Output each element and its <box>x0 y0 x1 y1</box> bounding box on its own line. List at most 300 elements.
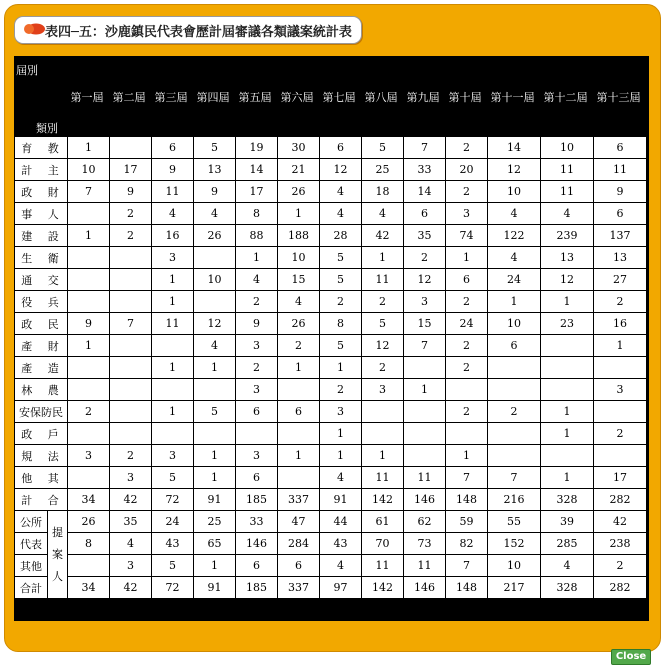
table-cell: 12 <box>320 159 362 181</box>
table-cell: 21 <box>278 159 320 181</box>
row-label: 生 衛 <box>15 247 68 269</box>
table-cell: 24 <box>488 269 541 291</box>
table-cell: 72 <box>152 489 194 511</box>
table-cell: 216 <box>488 489 541 511</box>
table-cell: 217 <box>488 577 541 599</box>
table-cell: 10 <box>68 159 110 181</box>
table-cell: 3 <box>68 445 110 467</box>
table-cell: 146 <box>236 533 278 555</box>
table-cell: 7 <box>404 137 446 159</box>
table-cell: 4 <box>488 203 541 225</box>
table-cell: 6 <box>278 555 320 577</box>
table-cell: 65 <box>194 533 236 555</box>
table-cell: 33 <box>404 159 446 181</box>
table-cell <box>446 423 488 445</box>
table-cell: 27 <box>594 269 647 291</box>
table-cell: 91 <box>194 577 236 599</box>
header-column: 第十一屆 <box>490 91 535 104</box>
table-cell: 88 <box>236 225 278 247</box>
table-cell: 62 <box>404 511 446 533</box>
table-cell: 185 <box>236 489 278 511</box>
table-cell: 11 <box>541 181 594 203</box>
close-button[interactable]: Close <box>611 649 651 665</box>
table-cell: 2 <box>110 225 152 247</box>
table-cell: 2 <box>320 291 362 313</box>
table-cell: 26 <box>278 313 320 335</box>
table-cell: 6 <box>488 335 541 357</box>
table-cell <box>278 379 320 401</box>
table-cell: 1 <box>541 423 594 445</box>
table-cell: 4 <box>320 203 362 225</box>
table-cell: 7 <box>68 181 110 203</box>
table-cell: 34 <box>68 577 110 599</box>
proposal-group-char: 提 <box>52 525 63 539</box>
header-column: 第七屆 <box>322 91 356 104</box>
table-row <box>15 401 647 423</box>
table-cell: 2 <box>362 291 404 313</box>
table-cell <box>404 357 446 379</box>
table-cell: 42 <box>110 577 152 599</box>
table-cell: 5 <box>152 555 194 577</box>
table-cell: 35 <box>110 511 152 533</box>
table-cell: 152 <box>488 533 541 555</box>
table-row <box>15 335 647 357</box>
table-cell: 2 <box>488 401 541 423</box>
row-label: 計 合 <box>15 489 68 511</box>
table-cell <box>68 247 110 269</box>
row-label: 事 人 <box>15 203 68 225</box>
table-cell: 1 <box>194 357 236 379</box>
table-cell <box>541 379 594 401</box>
table-cell: 73 <box>404 533 446 555</box>
table-cell: 6 <box>236 401 278 423</box>
table-cell: 11 <box>541 159 594 181</box>
table-row <box>15 225 647 247</box>
row-label: 合計 <box>15 577 48 599</box>
data-grid <box>14 136 647 599</box>
row-label: 政 戶 <box>15 423 68 445</box>
table-cell: 42 <box>594 511 647 533</box>
table-cell: 4 <box>320 467 362 489</box>
table-cell: 1 <box>446 445 488 467</box>
table-cell: 72 <box>152 577 194 599</box>
table-cell: 185 <box>236 577 278 599</box>
table-cell: 11 <box>404 467 446 489</box>
table-cell: 3 <box>404 291 446 313</box>
table-cell: 47 <box>278 511 320 533</box>
table-cell <box>68 269 110 291</box>
table-cell <box>110 247 152 269</box>
table-cell: 9 <box>236 313 278 335</box>
table-cell: 16 <box>152 225 194 247</box>
table-cell: 34 <box>68 489 110 511</box>
row-label: 林 農 <box>15 379 68 401</box>
table-cell: 122 <box>488 225 541 247</box>
header-column: 第三屆 <box>154 91 188 104</box>
table-row <box>15 291 647 313</box>
table-title: 表四─五：沙鹿鎮民代表會歷計屆審議各類議案統計表 <box>45 25 352 40</box>
title-bullet-icon <box>23 23 45 35</box>
table-cell: 2 <box>362 357 404 379</box>
table-cell: 239 <box>541 225 594 247</box>
table-cell <box>594 401 647 423</box>
table-cell: 1 <box>278 357 320 379</box>
table-cell: 1 <box>278 445 320 467</box>
table-cell: 6 <box>236 555 278 577</box>
table-cell <box>594 445 647 467</box>
table-cell: 10 <box>488 555 541 577</box>
table-cell: 337 <box>278 577 320 599</box>
table-cell: 43 <box>152 533 194 555</box>
table-cell: 1 <box>68 137 110 159</box>
row-label: 產 造 <box>15 357 68 379</box>
table-cell: 10 <box>541 137 594 159</box>
row-label: 代表 <box>15 533 48 555</box>
table-cell: 2 <box>446 181 488 203</box>
row-label: 產 財 <box>15 335 68 357</box>
table-cell: 3 <box>362 379 404 401</box>
table-cell: 4 <box>194 335 236 357</box>
table-cell <box>594 357 647 379</box>
table-cell <box>194 247 236 269</box>
table-cell <box>68 291 110 313</box>
table-cell: 1 <box>194 467 236 489</box>
table-cell: 4 <box>488 247 541 269</box>
header-column: 第四屆 <box>196 91 230 104</box>
table-row <box>15 313 647 335</box>
table-cell: 2 <box>446 357 488 379</box>
table-cell: 30 <box>278 137 320 159</box>
title-bar <box>14 16 362 44</box>
table-cell: 12 <box>404 269 446 291</box>
table-cell <box>194 423 236 445</box>
header-column: 第十屆 <box>448 91 482 104</box>
header-column: 第十三屆 <box>596 91 641 104</box>
table-cell: 17 <box>110 159 152 181</box>
table-cell <box>278 423 320 445</box>
table-cell: 1 <box>488 291 541 313</box>
table-cell <box>541 357 594 379</box>
table-cell: 1 <box>152 291 194 313</box>
table-cell: 24 <box>446 313 488 335</box>
table-cell <box>152 423 194 445</box>
table-cell <box>541 335 594 357</box>
table-row <box>15 489 647 511</box>
table-cell: 16 <box>594 313 647 335</box>
table-cell: 285 <box>541 533 594 555</box>
table-cell: 6 <box>236 467 278 489</box>
table-cell: 12 <box>362 335 404 357</box>
table-cell: 8 <box>68 533 110 555</box>
table-cell <box>110 291 152 313</box>
table-cell <box>110 335 152 357</box>
header-term-label: 屆別 <box>16 64 38 77</box>
table-cell: 2 <box>110 445 152 467</box>
table-cell: 42 <box>362 225 404 247</box>
table-cell <box>68 203 110 225</box>
table-cell: 9 <box>594 181 647 203</box>
table-cell <box>541 445 594 467</box>
table-cell <box>404 401 446 423</box>
table-cell: 10 <box>278 247 320 269</box>
table-cell <box>362 423 404 445</box>
table-cell: 74 <box>446 225 488 247</box>
table-cell: 39 <box>541 511 594 533</box>
table-cell: 6 <box>278 401 320 423</box>
table-cell <box>152 335 194 357</box>
table-cell: 328 <box>541 577 594 599</box>
table-row <box>15 511 647 533</box>
table-cell: 1 <box>278 203 320 225</box>
table-cell <box>68 357 110 379</box>
table-cell: 4 <box>541 203 594 225</box>
table-cell: 282 <box>594 577 647 599</box>
table-cell: 1 <box>320 423 362 445</box>
table-cell: 1 <box>68 335 110 357</box>
table-cell: 43 <box>320 533 362 555</box>
table-cell: 146 <box>404 577 446 599</box>
table-cell: 7 <box>110 313 152 335</box>
table-cell <box>488 423 541 445</box>
table-cell: 13 <box>594 247 647 269</box>
table-cell: 12 <box>541 269 594 291</box>
row-label: 育 教 <box>15 137 68 159</box>
table-cell <box>362 401 404 423</box>
table-cell: 11 <box>362 269 404 291</box>
row-label: 通 交 <box>15 269 68 291</box>
table-header <box>14 56 649 136</box>
table-cell: 15 <box>278 269 320 291</box>
table-cell: 3 <box>236 445 278 467</box>
table-row <box>15 467 647 489</box>
table-cell <box>446 379 488 401</box>
table-cell: 17 <box>594 467 647 489</box>
row-label: 政 民 <box>15 313 68 335</box>
table-cell: 2 <box>446 137 488 159</box>
table-cell: 6 <box>446 269 488 291</box>
table-cell: 25 <box>194 511 236 533</box>
table-cell: 42 <box>110 489 152 511</box>
table-cell: 8 <box>236 203 278 225</box>
table-row <box>15 181 647 203</box>
table-cell <box>488 379 541 401</box>
table-row <box>15 247 647 269</box>
table-cell: 26 <box>278 181 320 203</box>
table-cell: 148 <box>446 577 488 599</box>
table-cell: 91 <box>194 489 236 511</box>
table-cell: 3 <box>594 379 647 401</box>
table-cell: 11 <box>152 313 194 335</box>
table-cell: 11 <box>404 555 446 577</box>
table-cell: 1 <box>541 467 594 489</box>
table-cell: 1 <box>194 445 236 467</box>
table-cell: 20 <box>446 159 488 181</box>
table-cell: 1 <box>362 445 404 467</box>
table-cell: 5 <box>320 335 362 357</box>
table-cell: 26 <box>68 511 110 533</box>
table-cell: 142 <box>362 577 404 599</box>
table-cell: 13 <box>194 159 236 181</box>
table-cell: 4 <box>236 269 278 291</box>
table-row <box>15 445 647 467</box>
table-cell <box>110 379 152 401</box>
header-column: 第六屆 <box>280 91 314 104</box>
table-cell: 9 <box>152 159 194 181</box>
table-cell: 23 <box>541 313 594 335</box>
table-cell: 3 <box>110 555 152 577</box>
table-cell: 1 <box>541 291 594 313</box>
table-row <box>15 269 647 291</box>
table-cell: 24 <box>152 511 194 533</box>
table-cell: 7 <box>488 467 541 489</box>
table-cell <box>404 423 446 445</box>
table-cell: 6 <box>594 137 647 159</box>
table-cell: 2 <box>446 401 488 423</box>
row-label: 公所 <box>15 511 48 533</box>
table-cell: 1 <box>541 401 594 423</box>
table-cell: 9 <box>68 313 110 335</box>
table-cell: 10 <box>194 269 236 291</box>
table-row <box>15 203 647 225</box>
table-cell <box>236 423 278 445</box>
table-cell: 3 <box>152 445 194 467</box>
table-cell: 59 <box>446 511 488 533</box>
row-label: 規 法 <box>15 445 68 467</box>
table-cell: 5 <box>320 247 362 269</box>
table-row <box>15 159 647 181</box>
table-cell: 1 <box>446 247 488 269</box>
table-cell: 14 <box>404 181 446 203</box>
table-cell: 12 <box>194 313 236 335</box>
header-column: 第八屆 <box>364 91 398 104</box>
table-cell: 7 <box>446 467 488 489</box>
table-cell: 3 <box>446 203 488 225</box>
table-cell <box>110 269 152 291</box>
table-cell: 3 <box>236 335 278 357</box>
table-cell: 142 <box>362 489 404 511</box>
table-cell <box>68 467 110 489</box>
table-cell: 4 <box>194 203 236 225</box>
table-cell: 4 <box>110 533 152 555</box>
table-cell: 5 <box>194 401 236 423</box>
table-cell: 5 <box>362 137 404 159</box>
table-cell: 8 <box>320 313 362 335</box>
table-cell: 97 <box>320 577 362 599</box>
table-cell <box>488 357 541 379</box>
table-cell: 25 <box>362 159 404 181</box>
table-cell: 6 <box>594 203 647 225</box>
header-category-label: 類別 <box>36 122 58 135</box>
table-cell <box>194 291 236 313</box>
statistics-table <box>14 56 649 621</box>
table-cell <box>110 401 152 423</box>
row-label: 其他 <box>15 555 48 577</box>
table-cell: 6 <box>152 137 194 159</box>
table-cell <box>278 467 320 489</box>
table-cell: 7 <box>404 335 446 357</box>
table-cell <box>110 423 152 445</box>
header-column: 第十二屆 <box>543 91 588 104</box>
table-cell: 4 <box>278 291 320 313</box>
table-cell: 12 <box>488 159 541 181</box>
header-column: 第九屆 <box>406 91 440 104</box>
table-cell: 1 <box>152 269 194 291</box>
table-cell: 1 <box>194 555 236 577</box>
table-cell: 17 <box>236 181 278 203</box>
table-row <box>15 555 647 577</box>
table-cell: 3 <box>152 247 194 269</box>
table-cell: 26 <box>194 225 236 247</box>
table-cell: 11 <box>152 181 194 203</box>
table-cell: 2 <box>236 357 278 379</box>
table-cell: 15 <box>404 313 446 335</box>
table-cell <box>110 357 152 379</box>
table-cell: 2 <box>110 203 152 225</box>
table-cell: 10 <box>488 181 541 203</box>
proposal-group-char: 案 <box>52 547 63 561</box>
table-cell: 3 <box>320 401 362 423</box>
table-cell: 55 <box>488 511 541 533</box>
table-cell: 6 <box>404 203 446 225</box>
table-cell: 61 <box>362 511 404 533</box>
row-label: 他 其 <box>15 467 68 489</box>
table-cell <box>152 379 194 401</box>
table-cell <box>194 379 236 401</box>
header-column: 第一屆 <box>70 91 104 104</box>
table-cell <box>488 445 541 467</box>
table-cell: 2 <box>446 335 488 357</box>
table-cell: 14 <box>236 159 278 181</box>
table-row <box>15 533 647 555</box>
table-cell: 282 <box>594 489 647 511</box>
table-cell: 2 <box>594 423 647 445</box>
table-cell: 1 <box>362 247 404 269</box>
proposal-group-char: 人 <box>52 569 63 583</box>
table-cell: 11 <box>362 555 404 577</box>
table-cell: 4 <box>541 555 594 577</box>
table-cell: 28 <box>320 225 362 247</box>
table-cell: 10 <box>488 313 541 335</box>
table-cell: 91 <box>320 489 362 511</box>
table-cell: 148 <box>446 489 488 511</box>
table-cell: 13 <box>541 247 594 269</box>
table-row <box>15 137 647 159</box>
table-cell: 337 <box>278 489 320 511</box>
table-cell: 6 <box>320 137 362 159</box>
table-cell: 33 <box>236 511 278 533</box>
table-cell: 284 <box>278 533 320 555</box>
table-cell: 238 <box>594 533 647 555</box>
header-column: 第五屆 <box>238 91 272 104</box>
table-row <box>15 357 647 379</box>
table-cell <box>110 137 152 159</box>
table-cell: 4 <box>320 181 362 203</box>
table-cell: 18 <box>362 181 404 203</box>
table-cell: 1 <box>594 335 647 357</box>
table-cell: 2 <box>68 401 110 423</box>
table-cell: 1 <box>152 401 194 423</box>
table-cell: 19 <box>236 137 278 159</box>
table-cell: 2 <box>404 247 446 269</box>
table-cell: 146 <box>404 489 446 511</box>
table-cell: 11 <box>362 467 404 489</box>
table-cell <box>68 379 110 401</box>
table-cell: 2 <box>278 335 320 357</box>
table-cell: 7 <box>446 555 488 577</box>
table-cell: 9 <box>194 181 236 203</box>
table-cell: 137 <box>594 225 647 247</box>
table-cell: 1 <box>236 247 278 269</box>
